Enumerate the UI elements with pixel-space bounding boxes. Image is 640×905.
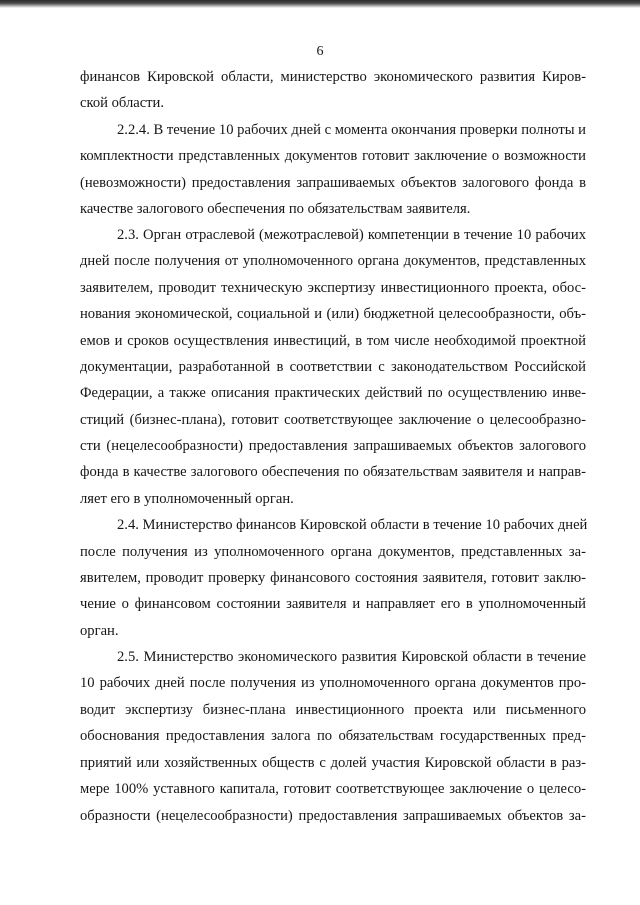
text-line: стиций (бизнес-плана), готовит соответствующее заключение о целесообразно-	[80, 412, 586, 428]
text-line: дней после получения от уполномоченного органа документов, представленных	[80, 253, 586, 269]
text-line: после получения из уполномоченного органа документов, представленных за-	[80, 544, 586, 560]
text-line: фонда в качестве залогового обеспечения по обязательствам заявителя и направ-	[80, 464, 586, 480]
text-line: комплектности представленных документов готовит заключение о возможности	[80, 148, 586, 164]
text-line: сти (нецелесообразности) предоставления запрашиваемых объектов залогового	[80, 438, 586, 454]
text-line: емов и сроков осуществления инвестиций, в том числе необходимой проектной	[80, 333, 586, 349]
text-line: явителем, проводит проверку финансового состояния заявителя, готовит заклю-	[80, 570, 586, 586]
text-line: 10 рабочих дней после получения из уполномоченного органа документов про-	[80, 675, 586, 691]
paragraph-start-line: 2.3. Орган отраслевой (межотраслевой) компетенции в течение 10 рабочих	[117, 227, 586, 243]
text-line: Федерации, а также описания практических действий по осуществлению инве-	[80, 385, 586, 401]
text-line: ской области.	[80, 95, 165, 111]
text-line: нования экономической, социальной и (или) бюджетной целесообразности, объ-	[80, 306, 586, 322]
text-line: ляет его в уполномоченный орган.	[80, 491, 294, 507]
text-line: приятий или хозяйственных обществ с долей участия Кировской области в раз-	[80, 755, 586, 771]
text-line: обоснования предоставления залога по обязательствам государственных пред-	[80, 728, 586, 744]
paragraph-start-line: 2.5. Министерство экономического развития Кировской области в течение	[117, 649, 586, 665]
scan-top-edge	[0, 0, 640, 8]
text-line: документации, разработанной в соответствии с законодательством Российской	[80, 359, 586, 375]
text-line: орган.	[80, 623, 119, 639]
text-line: образности (нецелесообразности) предоставления запрашиваемых объектов за-	[80, 808, 586, 824]
page-number: 6	[316, 44, 324, 59]
text-line: (невозможности) предоставления запрашиваемых объектов залогового фонда в	[80, 175, 586, 191]
text-line: чение о финансовом состоянии заявителя и направляет его в уполномоченный	[80, 596, 586, 612]
text-line: качестве залогового обеспечения по обязательствам заявителя.	[80, 201, 471, 217]
text-line: заявителем, проводит техническую экспертизу инвестиционного проекта, обос-	[80, 280, 586, 296]
text-line: водит экспертизу бизнес-плана инвестиционного проекта или письменного	[80, 702, 586, 718]
paragraph-start-line: 2.4. Министерство финансов Кировской области в течение 10 рабочих дней	[117, 517, 588, 533]
paragraph-start-line: 2.2.4. В течение 10 рабочих дней с момента окончания проверки полноты и	[117, 122, 586, 138]
text-line: финансов Кировской области, министерство экономического развития Киров-	[80, 69, 586, 85]
text-line: мере 100% уставного капитала, готовит соответствующее заключение о целесо-	[80, 781, 586, 797]
